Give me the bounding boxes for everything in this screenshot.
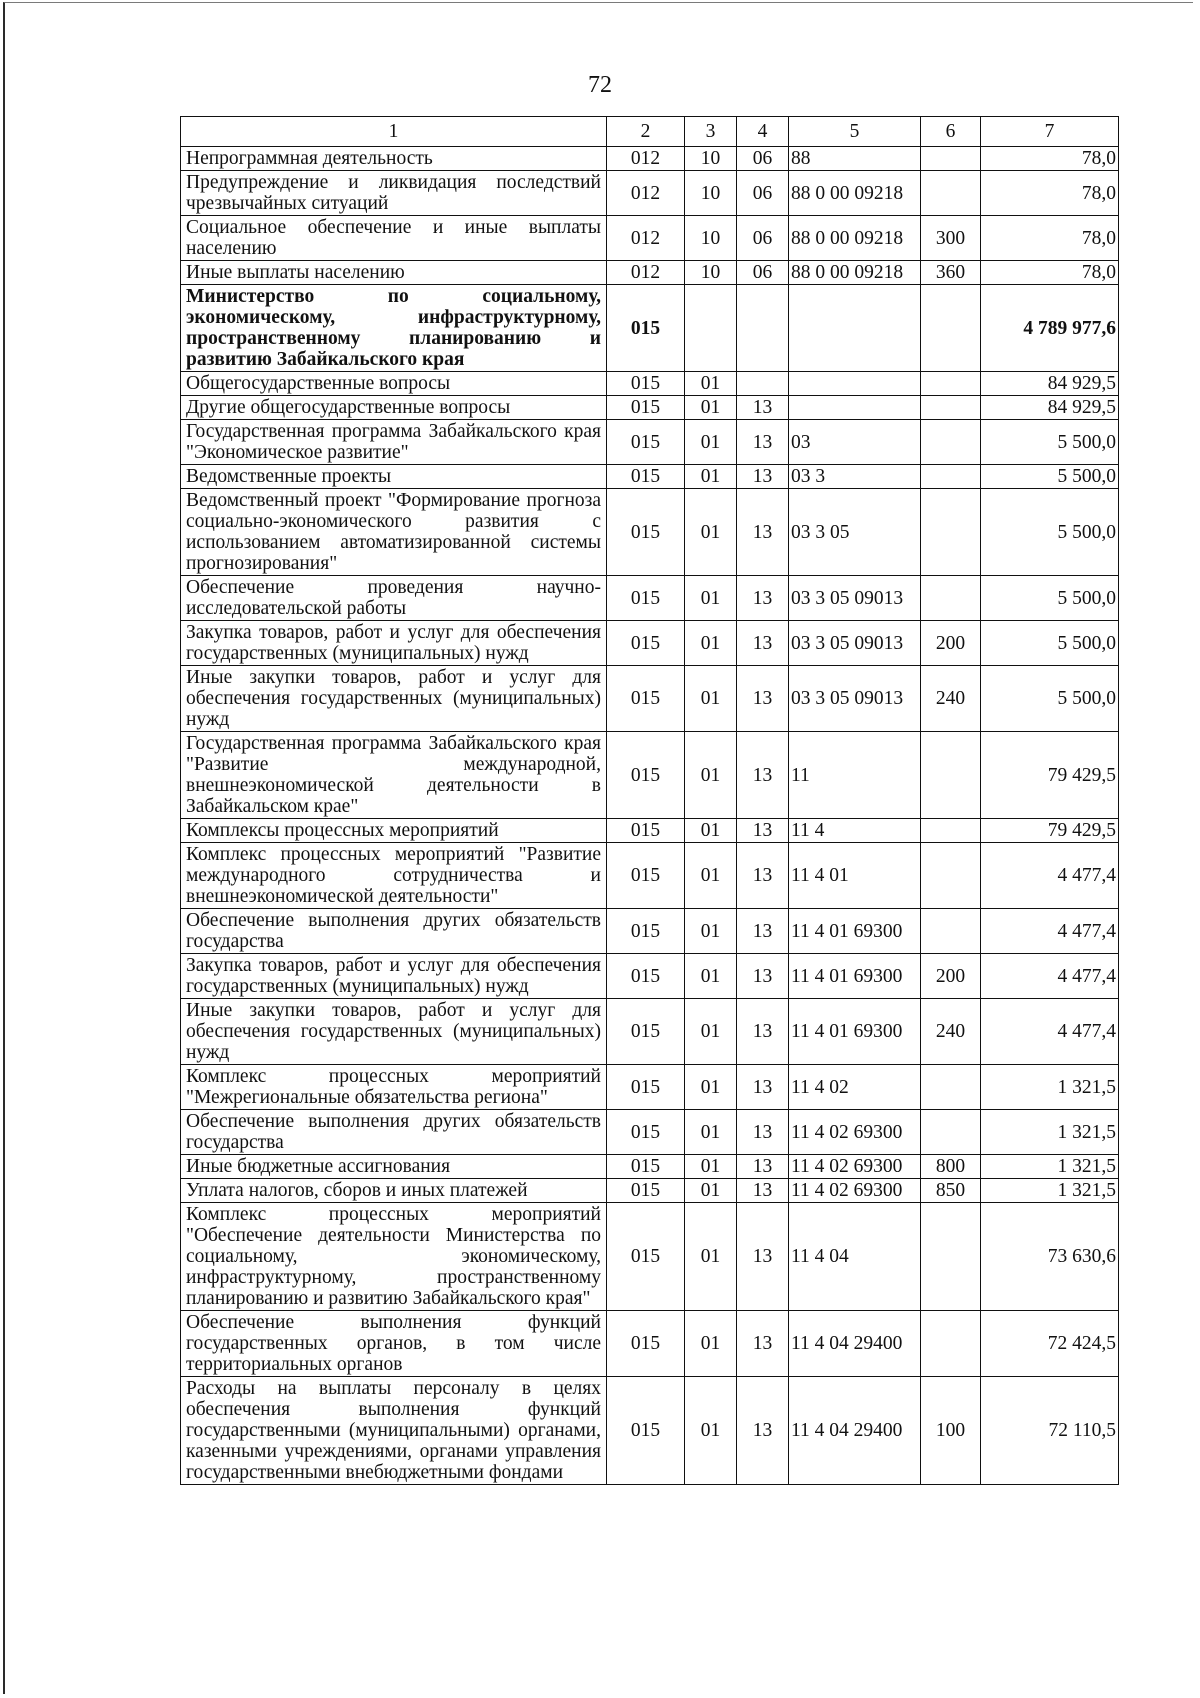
row-name: Государственная программа Забайкальского края "Развитие международной, внешнеэкономической деятельности в Забайкальском крае" [181, 732, 607, 819]
row-col3: 01 [685, 465, 737, 489]
row-col2: 015 [607, 1377, 685, 1485]
column-header-5: 5 [789, 117, 921, 147]
row-col3 [685, 285, 737, 372]
row-col6 [921, 147, 981, 171]
table-row [181, 576, 1119, 621]
row-col3: 01 [685, 843, 737, 909]
row-col7: 79 429,5 [981, 819, 1119, 843]
row-col2: 012 [607, 261, 685, 285]
row-col7: 84 929,5 [981, 372, 1119, 396]
row-col6 [921, 465, 981, 489]
row-col3: 01 [685, 1179, 737, 1203]
table-row [181, 843, 1119, 909]
row-name: Иные закупки товаров, работ и услуг для обеспечения государственных (муниципальных) нужд [181, 666, 607, 732]
row-col3: 01 [685, 489, 737, 576]
row-col5: 03 3 05 09013 [789, 666, 921, 732]
row-col2: 015 [607, 1155, 685, 1179]
row-col4: 13 [737, 465, 789, 489]
column-header-7: 7 [981, 117, 1119, 147]
row-col5: 11 4 01 69300 [789, 954, 921, 999]
table-row [181, 285, 1119, 372]
row-name: Ведомственные проекты [181, 465, 607, 489]
table-row [181, 1311, 1119, 1377]
row-name: Общегосударственные вопросы [181, 372, 607, 396]
row-col3: 01 [685, 1311, 737, 1377]
row-col5: 11 4 04 29400 [789, 1311, 921, 1377]
row-col4: 13 [737, 954, 789, 999]
row-name: Иные бюджетные ассигнования [181, 1155, 607, 1179]
row-name: Комплекс процессных мероприятий "Обеспечение деятельности Министерства по социальному, экономическому, инфраструктурному, пространственному планированию и развитию Забайкальского края" [181, 1203, 607, 1311]
row-col4: 13 [737, 489, 789, 576]
row-col3: 01 [685, 909, 737, 954]
row-col2: 015 [607, 954, 685, 999]
row-col3: 01 [685, 576, 737, 621]
row-col6 [921, 576, 981, 621]
row-col6: 200 [921, 621, 981, 666]
row-name: Обеспечение проведения научно-исследовательской работы [181, 576, 607, 621]
row-col5: 11 [789, 732, 921, 819]
row-col5: 11 4 01 [789, 843, 921, 909]
row-col4 [737, 285, 789, 372]
row-col6 [921, 1110, 981, 1155]
page-number: 72 [588, 72, 612, 98]
row-col3: 01 [685, 666, 737, 732]
row-name: Закупка товаров, работ и услуг для обеспечения государственных (муниципальных) нужд [181, 954, 607, 999]
row-col4: 13 [737, 1110, 789, 1155]
row-col2: 015 [607, 621, 685, 666]
row-col6 [921, 171, 981, 216]
row-col3: 10 [685, 261, 737, 285]
table-row [181, 1110, 1119, 1155]
row-name: Обеспечение выполнения других обязательств государства [181, 1110, 607, 1155]
table-row [181, 1065, 1119, 1110]
row-col6 [921, 372, 981, 396]
row-col7: 1 321,5 [981, 1155, 1119, 1179]
row-col3: 01 [685, 420, 737, 465]
row-col5: 11 4 04 29400 [789, 1377, 921, 1485]
row-col4: 06 [737, 261, 789, 285]
table-row [181, 1155, 1119, 1179]
row-col7: 4 477,4 [981, 999, 1119, 1065]
table-row [181, 420, 1119, 465]
column-header-4: 4 [737, 117, 789, 147]
row-col5: 03 3 05 09013 [789, 576, 921, 621]
row-col4: 13 [737, 1377, 789, 1485]
table-row [181, 489, 1119, 576]
table-row [181, 261, 1119, 285]
row-col7: 78,0 [981, 216, 1119, 261]
row-col4: 13 [737, 1179, 789, 1203]
table-row [181, 372, 1119, 396]
row-col7: 84 929,5 [981, 396, 1119, 420]
row-col4: 13 [737, 420, 789, 465]
table-row [181, 732, 1119, 819]
row-col6 [921, 1065, 981, 1110]
row-col7: 1 321,5 [981, 1065, 1119, 1110]
row-col2: 012 [607, 216, 685, 261]
row-col7: 4 789 977,6 [981, 285, 1119, 372]
row-col7: 5 500,0 [981, 465, 1119, 489]
row-name: Министерство по социальному, экономическому, инфраструктурному, пространственному планированию и развитию Забайкальского края [181, 285, 607, 372]
row-col6: 800 [921, 1155, 981, 1179]
row-col5: 11 4 01 69300 [789, 999, 921, 1065]
header-row [181, 117, 1119, 147]
row-col7: 78,0 [981, 147, 1119, 171]
row-col2: 015 [607, 666, 685, 732]
table-row [181, 666, 1119, 732]
row-col4: 13 [737, 576, 789, 621]
table-row [181, 216, 1119, 261]
table-row [181, 1377, 1119, 1485]
row-name: Ведомственный проект "Формирование прогноза социально-экономического развития с использованием автоматизированной системы прогнозирования" [181, 489, 607, 576]
row-col2: 015 [607, 819, 685, 843]
row-col7: 1 321,5 [981, 1110, 1119, 1155]
row-col2: 015 [607, 999, 685, 1065]
row-col5 [789, 372, 921, 396]
row-col2: 015 [607, 285, 685, 372]
row-col7: 72 110,5 [981, 1377, 1119, 1485]
row-col7: 4 477,4 [981, 954, 1119, 999]
row-name: Социальное обеспечение и иные выплаты населению [181, 216, 607, 261]
row-col7: 72 424,5 [981, 1311, 1119, 1377]
row-col3: 01 [685, 621, 737, 666]
row-col3: 01 [685, 732, 737, 819]
row-col6 [921, 1311, 981, 1377]
row-col3: 01 [685, 1203, 737, 1311]
row-col5 [789, 396, 921, 420]
row-col4: 13 [737, 1155, 789, 1179]
row-col2: 015 [607, 1179, 685, 1203]
row-col6 [921, 420, 981, 465]
table-row [181, 621, 1119, 666]
row-col7: 79 429,5 [981, 732, 1119, 819]
row-col7: 5 500,0 [981, 666, 1119, 732]
table-body [181, 147, 1119, 1485]
row-name: Непрограммная деятельность [181, 147, 607, 171]
row-col3: 01 [685, 1377, 737, 1485]
row-col6 [921, 909, 981, 954]
row-col5: 11 4 02 69300 [789, 1179, 921, 1203]
row-col2: 015 [607, 489, 685, 576]
row-col2: 012 [607, 147, 685, 171]
row-col7: 5 500,0 [981, 420, 1119, 465]
row-col3: 10 [685, 147, 737, 171]
row-col7: 5 500,0 [981, 621, 1119, 666]
row-col6: 200 [921, 954, 981, 999]
row-col5: 11 4 [789, 819, 921, 843]
table-row [181, 1179, 1119, 1203]
row-col5: 11 4 02 69300 [789, 1110, 921, 1155]
row-name: Государственная программа Забайкальского края "Экономическое развитие" [181, 420, 607, 465]
row-col2: 015 [607, 1311, 685, 1377]
table-row [181, 999, 1119, 1065]
row-col5: 03 3 05 [789, 489, 921, 576]
row-col4: 13 [737, 1311, 789, 1377]
row-col6 [921, 489, 981, 576]
row-col4: 13 [737, 999, 789, 1065]
table-header [181, 117, 1119, 147]
row-col6: 360 [921, 261, 981, 285]
row-col6 [921, 732, 981, 819]
row-col5: 88 0 00 09218 [789, 216, 921, 261]
row-name: Иные закупки товаров, работ и услуг для обеспечения государственных (муниципальных) нужд [181, 999, 607, 1065]
row-col7: 4 477,4 [981, 843, 1119, 909]
row-name: Комплексы процессных мероприятий [181, 819, 607, 843]
row-col6 [921, 1203, 981, 1311]
row-col7: 73 630,6 [981, 1203, 1119, 1311]
row-col4: 13 [737, 621, 789, 666]
table-row [181, 171, 1119, 216]
row-col2: 015 [607, 372, 685, 396]
row-col5: 11 4 01 69300 [789, 909, 921, 954]
row-col2: 015 [607, 1110, 685, 1155]
row-col5: 11 4 02 [789, 1065, 921, 1110]
row-col5: 88 [789, 147, 921, 171]
row-col5: 11 4 02 69300 [789, 1155, 921, 1179]
row-col3: 01 [685, 954, 737, 999]
row-col2: 015 [607, 1203, 685, 1311]
column-header-2: 2 [607, 117, 685, 147]
row-col3: 01 [685, 1110, 737, 1155]
budget-table [180, 116, 1119, 1485]
table-row [181, 909, 1119, 954]
row-col3: 01 [685, 1155, 737, 1179]
row-col7: 1 321,5 [981, 1179, 1119, 1203]
row-name: Комплекс процессных мероприятий "Развитие международного сотрудничества и внешнеэкономической деятельности" [181, 843, 607, 909]
row-col4: 13 [737, 1065, 789, 1110]
row-name: Комплекс процессных мероприятий "Межрегиональные обязательства региона" [181, 1065, 607, 1110]
row-col4: 06 [737, 216, 789, 261]
table-row [181, 954, 1119, 999]
row-col5: 88 0 00 09218 [789, 171, 921, 216]
row-col2: 015 [607, 576, 685, 621]
row-col5: 03 [789, 420, 921, 465]
row-col7: 5 500,0 [981, 489, 1119, 576]
row-col6: 300 [921, 216, 981, 261]
row-col5: 03 3 [789, 465, 921, 489]
table-row [181, 465, 1119, 489]
row-col5: 03 3 05 09013 [789, 621, 921, 666]
table-row [181, 1203, 1119, 1311]
row-col3: 01 [685, 819, 737, 843]
row-col3: 10 [685, 216, 737, 261]
row-col6 [921, 819, 981, 843]
row-col4: 13 [737, 819, 789, 843]
row-col7: 78,0 [981, 261, 1119, 285]
row-col2: 015 [607, 396, 685, 420]
row-name: Иные выплаты населению [181, 261, 607, 285]
row-col4: 13 [737, 843, 789, 909]
row-name: Обеспечение выполнения других обязательств государства [181, 909, 607, 954]
row-col2: 012 [607, 171, 685, 216]
table-row [181, 819, 1119, 843]
table-row [181, 396, 1119, 420]
row-col3: 01 [685, 999, 737, 1065]
row-col2: 015 [607, 420, 685, 465]
row-col6: 100 [921, 1377, 981, 1485]
row-col5: 88 0 00 09218 [789, 261, 921, 285]
column-header-6: 6 [921, 117, 981, 147]
row-col6: 850 [921, 1179, 981, 1203]
row-col4: 06 [737, 147, 789, 171]
row-col6 [921, 396, 981, 420]
table-row [181, 147, 1119, 171]
row-name: Закупка товаров, работ и услуг для обеспечения государственных (муниципальных) нужд [181, 621, 607, 666]
row-col4 [737, 372, 789, 396]
row-col5 [789, 285, 921, 372]
row-col4: 06 [737, 171, 789, 216]
row-col4: 13 [737, 396, 789, 420]
row-col3: 01 [685, 1065, 737, 1110]
row-name: Расходы на выплаты персоналу в целях обеспечения выполнения функций государственными (муниципальными) органами, казенными учреждениями, органами управления государственными внебюджетными фондами [181, 1377, 607, 1485]
row-col4: 13 [737, 909, 789, 954]
row-col2: 015 [607, 465, 685, 489]
row-name: Предупреждение и ликвидация последствий чрезвычайных ситуаций [181, 171, 607, 216]
row-col2: 015 [607, 1065, 685, 1110]
row-name: Другие общегосударственные вопросы [181, 396, 607, 420]
row-col3: 01 [685, 372, 737, 396]
row-col2: 015 [607, 843, 685, 909]
row-col2: 015 [607, 909, 685, 954]
row-col7: 78,0 [981, 171, 1119, 216]
row-col5: 11 4 04 [789, 1203, 921, 1311]
row-col7: 5 500,0 [981, 576, 1119, 621]
column-header-1: 1 [181, 117, 607, 147]
column-header-3: 3 [685, 117, 737, 147]
row-col3: 10 [685, 171, 737, 216]
row-name: Обеспечение выполнения функций государственных органов, в том числе территориальных органов [181, 1311, 607, 1377]
row-col4: 13 [737, 666, 789, 732]
row-col6: 240 [921, 666, 981, 732]
row-col4: 13 [737, 732, 789, 819]
row-col7: 4 477,4 [981, 909, 1119, 954]
row-col6 [921, 843, 981, 909]
row-col6: 240 [921, 999, 981, 1065]
row-col2: 015 [607, 732, 685, 819]
row-name: Уплата налогов, сборов и иных платежей [181, 1179, 607, 1203]
row-col3: 01 [685, 396, 737, 420]
row-col6 [921, 285, 981, 372]
row-col4: 13 [737, 1203, 789, 1311]
